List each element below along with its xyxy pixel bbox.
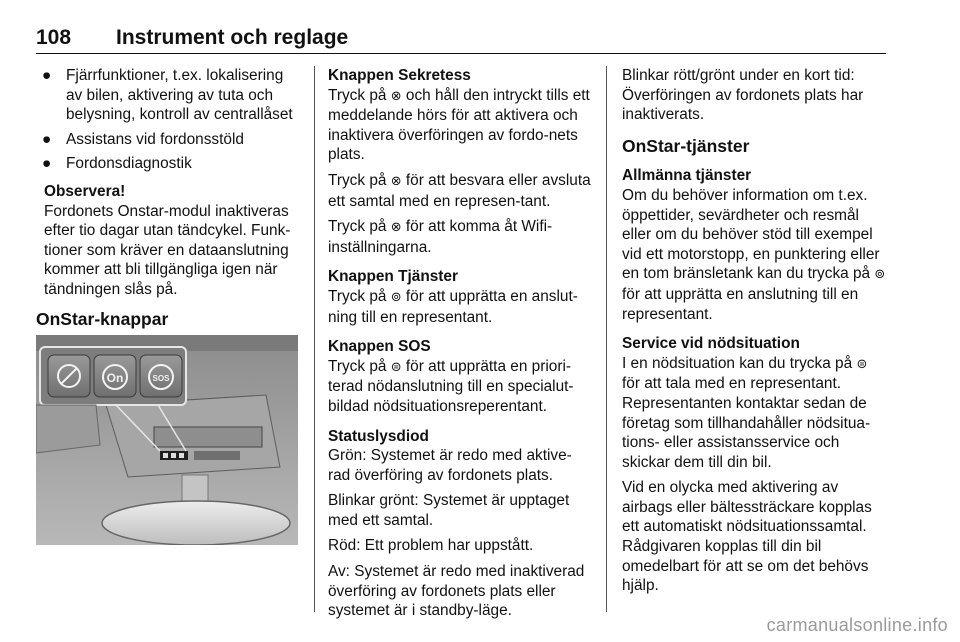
privacy-title: Knappen Sekretess xyxy=(328,67,471,84)
column-divider xyxy=(606,66,607,612)
sos-icon: ⊜ xyxy=(856,356,868,372)
column-divider xyxy=(314,66,315,612)
status-blink-green: Blinkar grönt: Systemet är upptaget med ett samtal. xyxy=(328,492,570,529)
status-red: Röd: Ett problem har uppstått. xyxy=(328,537,534,555)
car-ceiling-illustration xyxy=(36,335,298,545)
privacy-button xyxy=(48,355,90,397)
services-icon: ⊚ xyxy=(390,289,402,305)
privacy-text-2: Tryck på ⊗ för att besvara eller avsluta ett samtal med en represen-tant. xyxy=(328,171,591,210)
services-text: Tryck på ⊚ för att upprätta en anslut-ning till en representant. xyxy=(328,287,578,326)
column-1 xyxy=(36,66,298,545)
emergency-text: I en nödsituation kan du trycka på ⊜ för att tala med en representant. Representanten kontaktar sedan de företag som tillhandahåller nödsitua-tions- eller assistansservice och skickar dem till din bil. xyxy=(622,354,871,471)
status-blink-red-green: Blinkar rött/grönt under en kort tid: Överföringen av fordonets plats har inaktiverats. xyxy=(622,67,864,124)
privacy-icon: ⊗ xyxy=(390,88,402,104)
column-2 xyxy=(328,66,594,627)
on-label: On xyxy=(106,371,124,386)
list-item: ● Assistans vid fordonsstöld xyxy=(42,130,244,148)
services-icon: ⊚ xyxy=(874,267,886,283)
page-title: Instrument och reglage xyxy=(116,26,349,49)
list-item: ● Fordonsdiagnostik xyxy=(42,155,192,173)
general-services-title: Allmänna tjänster xyxy=(622,167,752,185)
note-box xyxy=(44,182,298,300)
note-text: Fordonets Onstar-modul inaktiveras efter tio dagar utan tändcykel. Funk-tioner som kräver en dataanslutning kommer att bli tillgängliga igen när tändningen slås på. xyxy=(44,202,291,298)
watermark: carmanualsonline.info xyxy=(766,615,948,635)
page-header xyxy=(36,26,886,52)
header-rule xyxy=(36,53,886,54)
onstar-buttons-photo xyxy=(36,335,298,545)
services-title: Knappen Tjänster xyxy=(328,268,458,286)
list-item: ● Fjärrfunktioner, t.ex. lokalisering av bilen, aktivering av tuta och belysning, kontroll av centrallåset xyxy=(42,67,293,124)
status-title: Statuslysdiod xyxy=(328,427,429,445)
column-3 xyxy=(622,66,886,602)
status-green: Grön: Systemet är redo med aktive-rad överföring av fordonets plats. xyxy=(328,447,572,484)
privacy-icon: ⊗ xyxy=(390,220,402,236)
crash-text: Vid en olycka med aktivering av airbags eller bältessträckare kopplas ett automatiskt nödsituationssamtal. Rådgivaren kopplas till din bil omedelbart för att se om det behövs hjälp. xyxy=(622,479,872,595)
emergency-title: Service vid nödsituation xyxy=(622,335,800,353)
sos-icon: ⊜ xyxy=(390,359,402,375)
privacy-icon: ⊗ xyxy=(390,173,402,189)
sos-title: Knappen SOS xyxy=(328,338,431,356)
privacy-text-1: Tryck på ⊗ och håll den intryckt tills ett meddelande hörs för att aktivera och inaktivera överföringen av fordo-nets plats. xyxy=(328,86,590,164)
section-heading: OnStar-tjänster xyxy=(622,135,750,156)
sos-text: Tryck på ⊜ för att upprätta en priori-terad nödanslutning till en specialut-bildad nödsituationsreperentant. xyxy=(328,357,574,415)
section-heading: OnStar-knappar xyxy=(36,308,169,329)
privacy-text-3: Tryck på ⊗ för att komma åt Wifi-inställningarna. xyxy=(328,218,553,256)
page-number: 108 xyxy=(36,26,72,49)
sos-label: SOS xyxy=(152,374,170,384)
note-title: Observera! xyxy=(44,182,126,200)
general-services-text: Om du behöver information om t.ex. öppettider, sevärdheter och resmål eller om du behöver stöd till exempel vid ett motorstopp, en punktering eller en tom bränsletank kan du trycka på ⊚ för att upprätta en anslutning till en representant. xyxy=(622,186,886,323)
status-off: Av: Systemet är redo med inaktiverad överföring av fordonets plats eller systemet är i standby-läge. xyxy=(328,563,585,620)
